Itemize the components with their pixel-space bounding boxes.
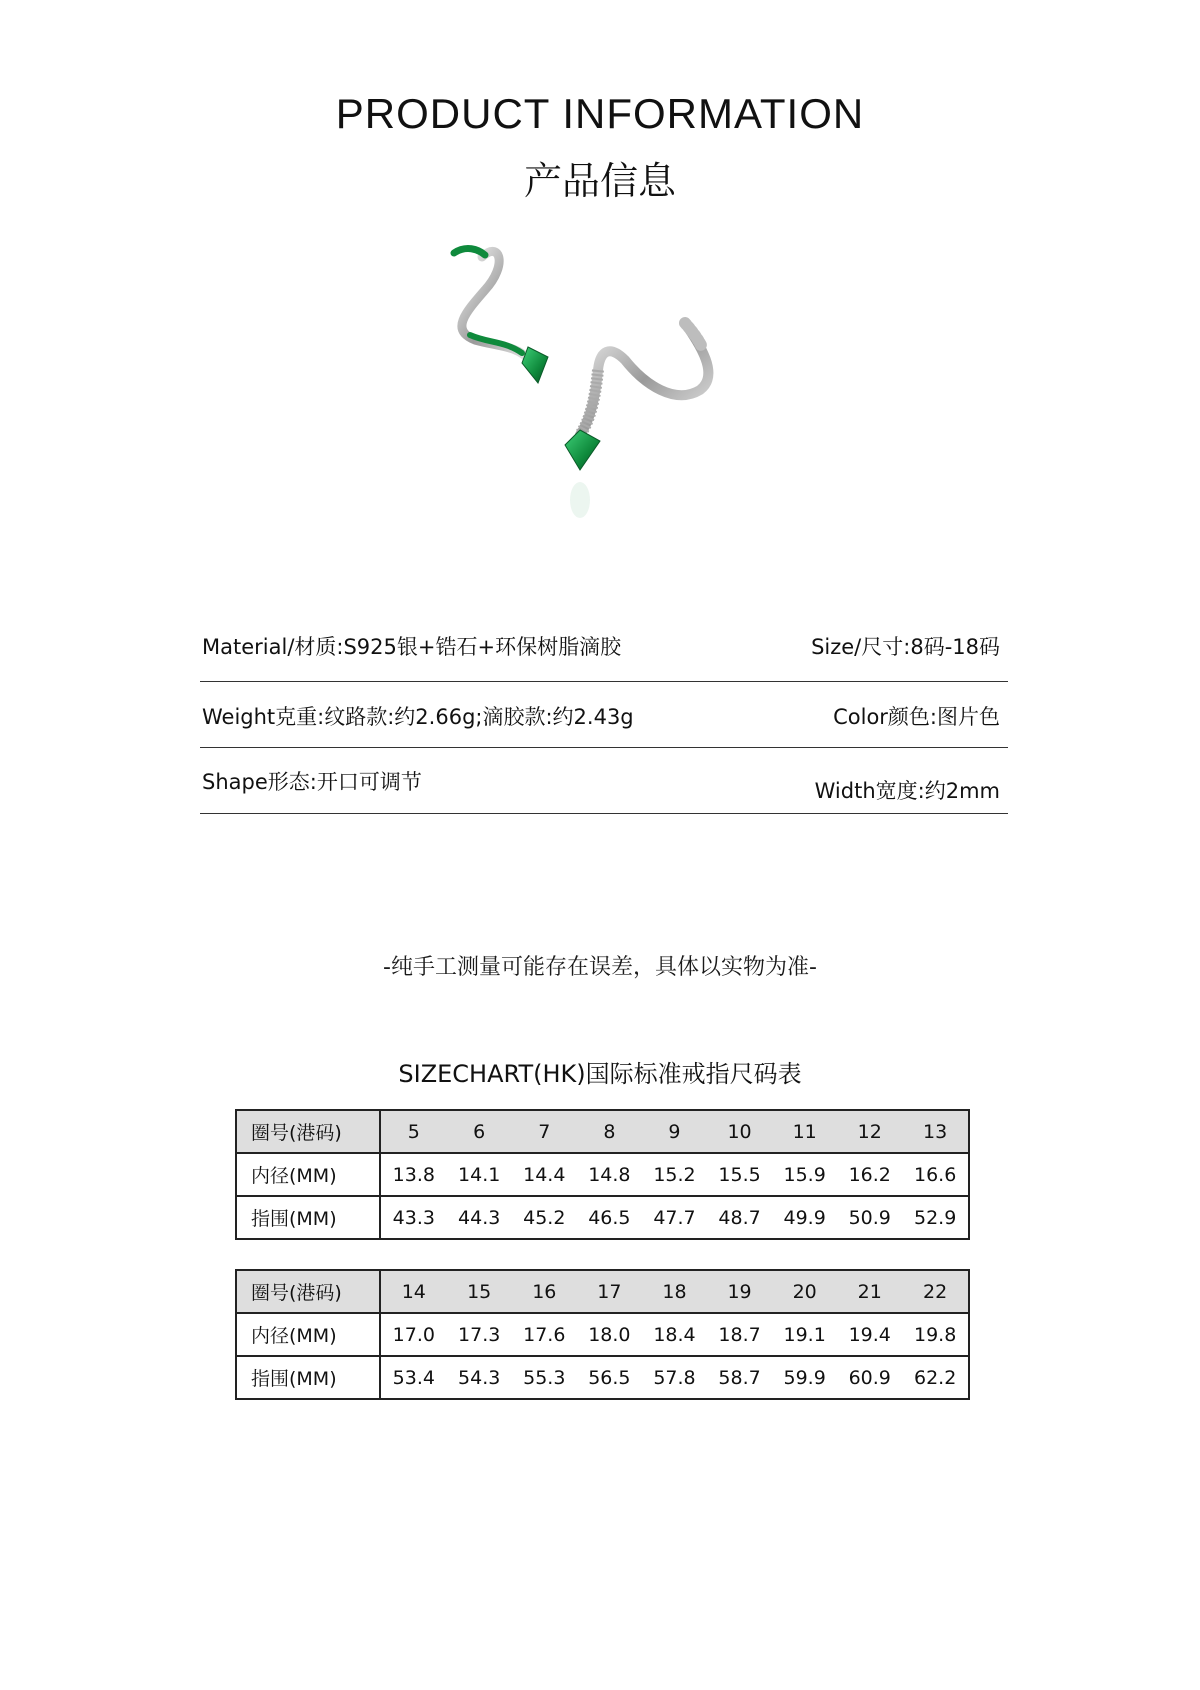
size-chart-title: SIZECHART(HK)国际标准戒指尺码表 — [398, 1060, 802, 1088]
table-cell: 17.0 — [380, 1313, 447, 1356]
table-cell: 9 — [642, 1110, 707, 1153]
table-cell: 55.3 — [512, 1356, 577, 1399]
table-cell: 56.5 — [577, 1356, 642, 1399]
table-cell: 13.8 — [380, 1153, 447, 1196]
row-label: 指围(MM) — [236, 1356, 380, 1399]
table-row — [236, 1270, 969, 1313]
table-cell: 21 — [837, 1270, 902, 1313]
table-cell: 18.7 — [707, 1313, 772, 1356]
table-cell: 16.2 — [837, 1153, 902, 1196]
row-label: 内径(MM) — [236, 1313, 380, 1356]
row-label: 内径(MM) — [236, 1153, 380, 1196]
table-cell: 53.4 — [380, 1356, 447, 1399]
table-cell: 59.9 — [772, 1356, 837, 1399]
table-cell: 14.8 — [577, 1153, 642, 1196]
table-cell: 54.3 — [447, 1356, 512, 1399]
table-cell: 18.4 — [642, 1313, 707, 1356]
table-cell: 16 — [512, 1270, 577, 1313]
table-cell: 19.1 — [772, 1313, 837, 1356]
spec-row-material — [200, 615, 1008, 682]
table-cell: 22 — [902, 1270, 969, 1313]
row-label: 指围(MM) — [236, 1196, 380, 1239]
table-row — [236, 1356, 969, 1399]
table-cell: 46.5 — [577, 1196, 642, 1239]
table-cell: 20 — [772, 1270, 837, 1313]
row-label: 圈号(港码) — [236, 1110, 380, 1153]
measurement-disclaimer: -纯手工测量可能存在误差，具体以实物为准- — [383, 955, 817, 980]
page-title-en: PRODUCT INFORMATION — [335, 90, 865, 137]
table-cell: 60.9 — [837, 1356, 902, 1399]
table-cell: 49.9 — [772, 1196, 837, 1239]
table-cell: 18 — [642, 1270, 707, 1313]
table-cell: 15 — [447, 1270, 512, 1313]
table-cell: 15.5 — [707, 1153, 772, 1196]
table-cell: 14 — [380, 1270, 447, 1313]
table-cell: 44.3 — [447, 1196, 512, 1239]
spec-row-weight — [200, 681, 1008, 748]
size-table-1 — [235, 1109, 970, 1240]
table-cell: 10 — [707, 1110, 772, 1153]
table-row — [236, 1313, 969, 1356]
table-cell: 19.4 — [837, 1313, 902, 1356]
table-cell: 57.8 — [642, 1356, 707, 1399]
table-cell: 13 — [902, 1110, 969, 1153]
spec-row-shape — [200, 747, 1008, 814]
spec-size: Size/尺寸:8码-18码 — [811, 635, 1000, 659]
table-cell: 62.2 — [902, 1356, 969, 1399]
table-cell: 6 — [447, 1110, 512, 1153]
spec-weight: Weight克重:纹路款:约2.66g;滴胶款:约2.43g — [202, 705, 634, 729]
table-cell: 45.2 — [512, 1196, 577, 1239]
table-cell: 43.3 — [380, 1196, 447, 1239]
table-row — [236, 1196, 969, 1239]
table-cell: 58.7 — [707, 1356, 772, 1399]
table-cell: 17.3 — [447, 1313, 512, 1356]
table-cell: 14.4 — [512, 1153, 577, 1196]
spec-material: Material/材质:S925银+锆石+环保树脂滴胶 — [202, 635, 622, 659]
table-cell: 19 — [707, 1270, 772, 1313]
table-row — [236, 1153, 969, 1196]
spec-color: Color颜色:图片色 — [833, 705, 1000, 729]
table-cell: 52.9 — [902, 1196, 969, 1239]
table-cell: 18.0 — [577, 1313, 642, 1356]
page-title-cn: 产品信息 — [523, 159, 676, 203]
table-cell: 15.9 — [772, 1153, 837, 1196]
spec-width: Width宽度:约2mm — [814, 779, 1000, 803]
table-cell: 16.6 — [902, 1153, 969, 1196]
table-row — [236, 1110, 969, 1153]
table-cell: 50.9 — [837, 1196, 902, 1239]
table-cell: 17 — [577, 1270, 642, 1313]
table-cell: 17.6 — [512, 1313, 577, 1356]
table-cell: 12 — [837, 1110, 902, 1153]
row-label: 圈号(港码) — [236, 1270, 380, 1313]
table-cell: 19.8 — [902, 1313, 969, 1356]
snake-ring-image — [430, 235, 810, 565]
table-cell: 7 — [512, 1110, 577, 1153]
table-cell: 15.2 — [642, 1153, 707, 1196]
table-cell: 48.7 — [707, 1196, 772, 1239]
table-cell: 14.1 — [447, 1153, 512, 1196]
size-table-2 — [235, 1269, 970, 1400]
table-cell: 5 — [380, 1110, 447, 1153]
table-cell: 11 — [772, 1110, 837, 1153]
spec-shape: Shape形态:开口可调节 — [202, 770, 422, 794]
table-cell: 47.7 — [642, 1196, 707, 1239]
table-cell: 8 — [577, 1110, 642, 1153]
